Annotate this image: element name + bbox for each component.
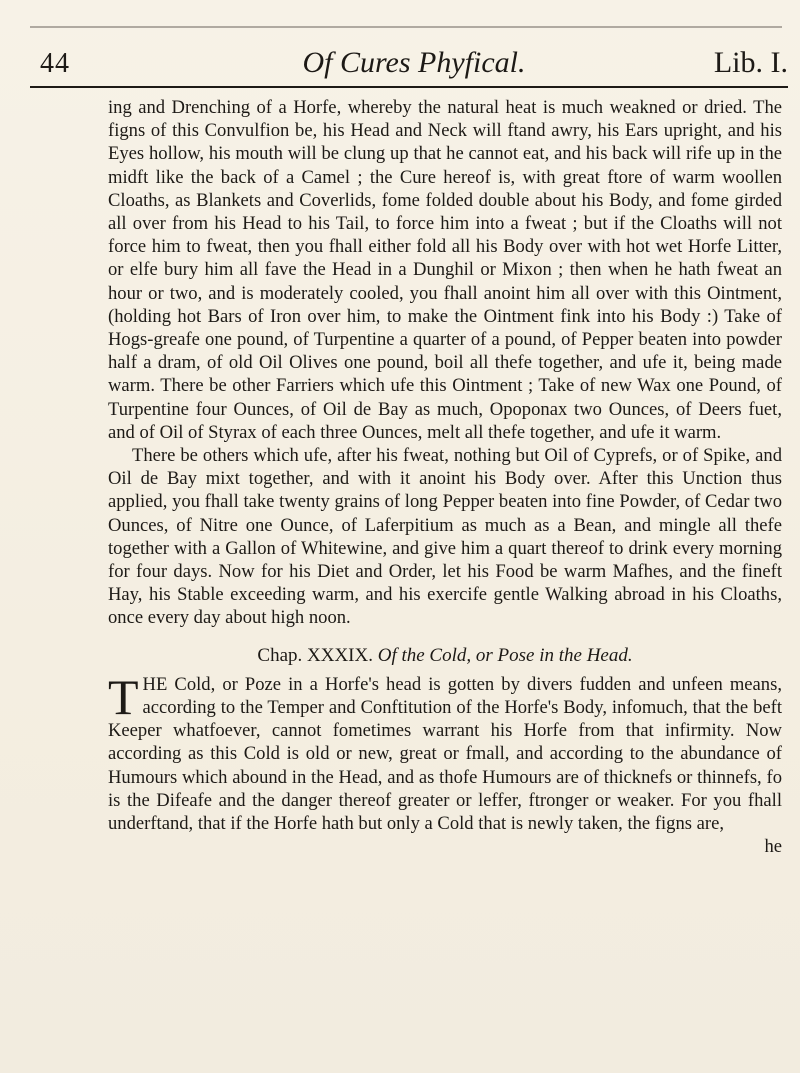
drop-cap: T [108, 668, 139, 725]
chapter-number: Chap. XXXIX. [257, 644, 373, 666]
paragraph-remedies: There be others which ufe, after his fweat, nothing but Oil of Cyprefs, or of Spike, and Oil de Bay mixt together, and with it anoint his Body over. After this Unction thus applied, you fhall take twenty grains of long Pepper beaten into fine Powder, of Cedar two Ounces, of Nitre one Ounce, of Laferpitium as much as a Bean, and mingle all thefe together with a Gallon of Whitewine, and give him a quart thereof to drink every morning for four days. Now for his Diet and Order, let his Food be warm Mafhes, and the fineft Hay, his Stable exceeding warm, and his exercife gentle Walking abroad in his Cloaths, once every day about high noon. [108, 445, 782, 629]
top-page-edge-rule [30, 26, 782, 28]
page-header [40, 44, 788, 84]
page-number: 44 [40, 48, 70, 79]
chapter-heading [108, 644, 782, 667]
book-reference: Lib. I. [713, 46, 788, 79]
paragraph-chapter-opening-text: HE Cold, or Poze in a Horfe's head is gotten by divers fudden and unfeen means, according to the Temper and Conftitution of the Horfe's Body, infomuch, that the beft Keeper whatfoever, cannot fometimes warrant his Horfe from that infirmity. Now according as this Cold is old or new, great or fmall, and according to the abundance of Humours which abound in the Head, and as thofe Humours are of thicknefs or thinnefs, fo is the Difeafe and the danger thereof greater or leffer, ftronger or weaker. For you fhall underftand, that if the Horfe hath but only a Cold that is newly taken, the figns are, [108, 673, 782, 835]
paragraph-chapter-opening [108, 668, 782, 835]
catchword: he [764, 836, 782, 858]
chapter-title: Of the Cold, or Pose in the Head. [377, 644, 633, 666]
paragraph-continued: ing and Drenching of a Horfe, whereby the natural heat is much weakned or dried. The figns of this Convulfion be, his Head and Neck will ftand awry, his Ears upright, and his Eyes hollow, his mouth will be clung up that he cannot eat, and his back will rife up in the midft like the back of a Camel ; the Cure hereof is, with great ftore of warm woollen Cloaths, as Blankets and Coverlids, fome folded double about his Body, and fome girded all over from his Head to his Tail, to force him into a fweat ; but if the Cloaths will not force him to fweat, then you fhall either fold all his Body over with hot wet Horfe Litter, or elfe bury him all fave the Head in a Dunghil or Mixon ; then when he hath fweat an hour or two, and is moderately cooled, you fhall anoint him all over with this Ointment, (holding hot Bars of Iron over him, to make the Ointment fink into his Body :) Take of Hogs-greafe one pound, of Turpentine a quarter of a pound, of Pepper beaten into powder half a dram, of old Oil Olives one pound, boil all thefe together, and ufe it, being made warm. There be other Farriers which ufe this Ointment ; Take of new Wax one Pound, of Turpentine four Ounces, of Oil de Bay as much, Opoponax two Ounces, of Deers fuet, and of Oil of Styrax of each three Ounces, melt all thefe together, and ufe it warm. [108, 97, 782, 443]
header-rule [30, 86, 788, 88]
body-text [108, 96, 782, 859]
running-title: Of Cures Phyfical. [302, 46, 526, 79]
